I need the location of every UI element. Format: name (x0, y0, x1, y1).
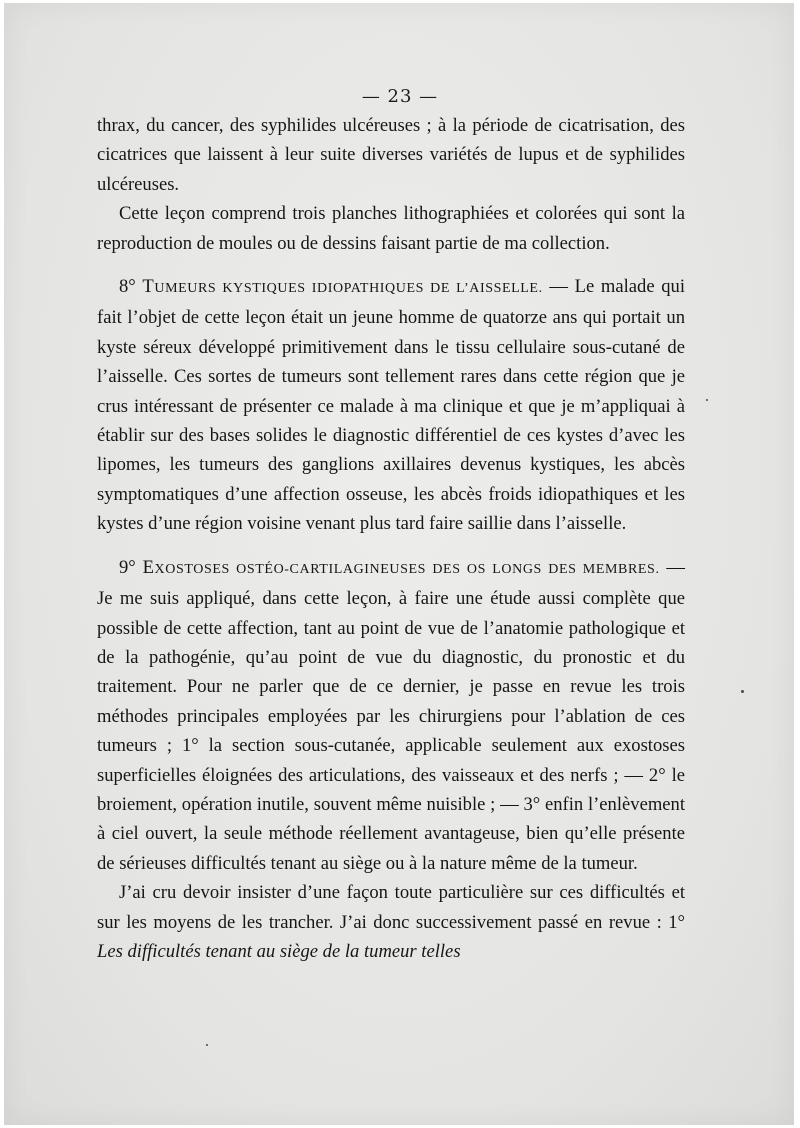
section-heading-8-rest: UMEURS KYSTIQUES IDIOPATHIQUES DE L’AISSELLE. (154, 281, 543, 297)
section-heading-9-initial: E (142, 556, 155, 578)
section-heading-8 (142, 276, 543, 298)
body-text (97, 111, 685, 966)
section-heading-9 (142, 556, 660, 578)
section-number-9: 9° (119, 556, 136, 578)
section-heading-8-initial: T (142, 276, 155, 298)
paragraph-2: Cette leçon comprend trois planches lithographiées et colorées qui sont la reproduction de moules ou de dessins faisant partie de ma collection. (97, 203, 685, 254)
paragraph-3 (97, 272, 685, 539)
section-body-9: — Je me suis appliqué, dans cette leçon, à faire une étude aussi complète que possible de cette affection, tant au point de vue de l’anatomie pathologique et de la pathogénie, qu’au point de vue du diagnostic, du pronostic et du traitement. Pour ne parler que de ce dernier, je passe en revue les trois méthodes principales employées par les chirurgiens pour l’ablation de ces tumeurs ; 1° la section sous-cutanée, applicable seulement aux exostoses superficielles éloignées des articulations, des vaisseaux et des nerfs ; — 2° le broiement, opération inutile, souvent même nuisible ; — 3° enfin l’enlèvement à ciel ouvert, la seule méthode réellement avantageuse, bien qu’elle présente de sérieuses difficultés tenant au siège ou à la nature même de la tumeur. (97, 556, 685, 874)
paragraph-4 (97, 553, 685, 878)
section-number-8: 8° (119, 276, 136, 298)
section-body-8: — Le malade qui fait l’objet de cette leçon était un jeune homme de quatorze ans qui portait un kyste séreux développé primitivement dans le tissu cellulaire sous-cutané de l’aisselle. Ces sortes de tumeurs sont tellement rares dans cette région que je crus intéressant de présenter ce malade à ma clinique et que je m’appliquai à établir sur des bases solides le diagnostic différentiel de ces kystes d’avec les lipomes, les tumeurs des ganglions axillaires devenus kystiques, les abcès symptomatiques d’une affection osseuse, les abcès froids idiopathiques et les kystes d’une région voisine venant plus tard faire saillie dans l’aisselle. (97, 276, 685, 535)
page-number: — 23 — (361, 86, 439, 107)
paragraph-5-italic: Les difficultés tenant au siège de la tumeur telles (97, 940, 461, 962)
paragraph-5 (97, 878, 685, 966)
print-speck (741, 690, 744, 693)
paragraph-1: thrax, du cancer, des syphilides ulcéreuses ; à la période de cicatrisation, des cicatrices que laissent à leur suite diverses variétés de lupus et de syphilides ulcéreuses. (97, 115, 685, 195)
print-speck (706, 399, 708, 401)
print-speck (206, 1044, 208, 1046)
paragraph-5-text: J’ai cru devoir insister d’une façon toute particulière sur ces difficultés et sur les moyens de les trancher. J’ai donc successivement passé en revue : 1° (97, 882, 685, 933)
section-heading-9-rest: XOSTOSES OSTÉO-CARTILAGINEUSES DES OS LONGS DES MEMBRES. (154, 561, 660, 577)
